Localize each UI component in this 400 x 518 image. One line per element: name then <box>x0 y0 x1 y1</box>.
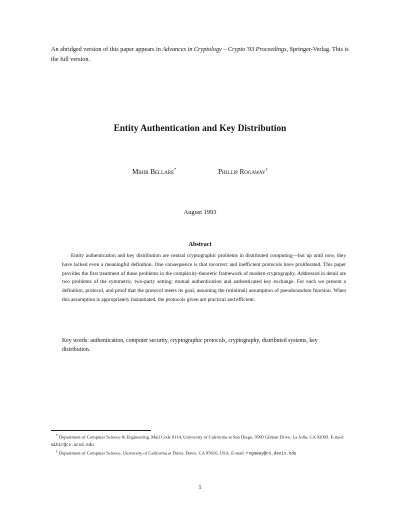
footnote-text: Department of Computer Science, University of California at Davis, Davis, CA 95616, USA. E-mail: <box>58 450 247 456</box>
author-footnote-mark: † <box>265 167 268 172</box>
footnote-mark: * <box>56 434 58 438</box>
abstract-text: Entity authentication and key distribution are central cryptographic problems in distributed computing—but up until now, they have lacked even a meaningful definition. One consequence is that incorrect and inefficient protocols have proliferated. This paper provides the first treatment of these problems in the complexity-theoretic framework of modern cryptography. Addressed in detail are two problems of the symmetric, two-party setting: mutual authentication and authenticated key exchange. For each we present a definition, protocol, and proof that the protocol meets its goal, assuming the (minimal) assumption of pseudorandom function. When this assumption is appropriately instantiated, the protocols given are practical and efficient. <box>62 253 346 303</box>
author-name: Mihir Bellare <box>132 168 175 176</box>
abridged-note-venue: Advances in Cryptology – Crypto '93 Proceedings <box>162 46 287 53</box>
footnote-text: Department of Computer Science & Engineering, Mail Code 0114, University of California at San Diego, 9500 Gilman Drive, La Jolla, CA 92093. E-mail: <box>58 434 345 440</box>
footnote-rogaway <box>51 449 356 459</box>
footnote-mark: † <box>56 450 58 454</box>
footnote-email: rogaway@cs.davis.edu <box>246 452 297 457</box>
author-name: Phillip Rogaway <box>218 168 266 176</box>
footnote-divider <box>51 430 151 431</box>
page-number: 1 <box>198 485 202 491</box>
footnote-bellare <box>51 433 356 450</box>
paper-title: Entity Authentication and Key Distribution <box>113 123 287 133</box>
abridged-note-prefix: An abridged version of this paper appears in <box>51 46 163 53</box>
author-footnote-mark: * <box>174 167 177 172</box>
paper-date: August 1993 <box>183 209 217 216</box>
author-rogaway <box>218 167 268 176</box>
abridged-version-note <box>51 45 356 64</box>
author-bellare <box>132 167 176 176</box>
abridged-note-suffix: , Springer-Verlag. This is the full version. <box>51 46 349 63</box>
abstract-heading: Abstract <box>188 241 212 248</box>
keywords: Key words: authentication, computer security, cryptographic protocols, cryptography, distributed systems, key distribution. <box>62 338 318 354</box>
footnote-email: mihir@cs.ucsd.edu <box>51 443 94 448</box>
author-list <box>0 167 400 176</box>
